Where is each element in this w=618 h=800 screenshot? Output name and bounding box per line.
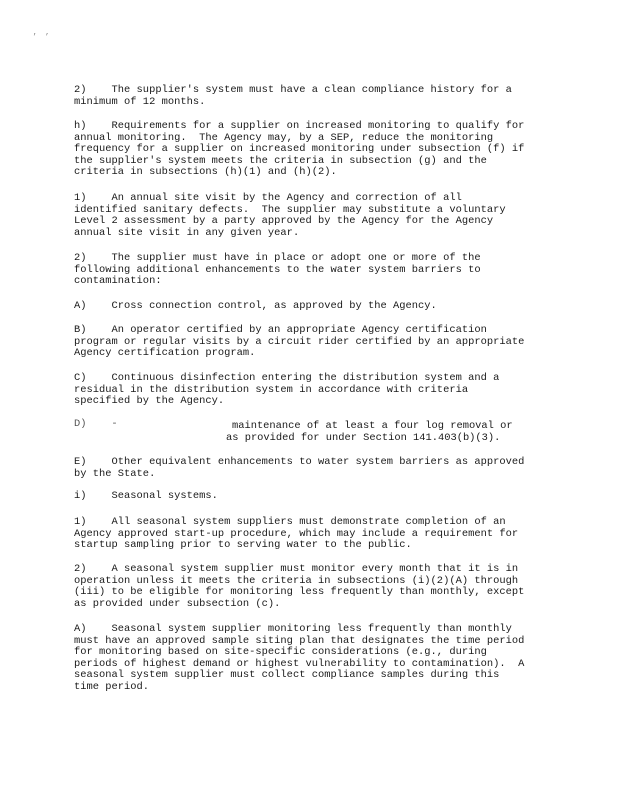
text-line: B) An operator certified by an appropriate Agency certification [74,324,487,336]
text-line: by the State. [74,467,156,480]
paragraph-h2b [74,325,544,360]
text-line: h) Requirements for a supplier on increased monitoring to qualify for [74,120,525,132]
paragraph-i [74,491,544,503]
scan-marks: , , [33,29,52,37]
text-line: 1) All seasonal system suppliers must demonstrate completion of an [74,516,506,528]
text-line: maintenance of at least a four log removal or [232,420,513,432]
text-line: i) Seasonal systems. [74,490,218,502]
paragraph-h2 [74,253,544,288]
text-line: as provided for under Section 141.403(b)(3). [226,432,501,444]
text-line: A) Seasonal system supplier monitoring less frequently than monthly [74,623,512,635]
text-line: residual in the distribution system in accordance with criteria [74,383,469,396]
paragraph-h1 [74,193,544,239]
text-line: 2) The supplier must have in place or adopt one or more of the [74,252,481,264]
text-line: program or regular visits by a circuit rider certified by an appropriate [74,335,525,348]
text-line: contamination: [74,275,162,288]
text-line: must have an approved sample siting plan that designates the time period [74,634,525,647]
paragraph-h2c [74,373,544,408]
text-line: as provided under subsection (c). [74,597,281,610]
text-line: the supplier's system meets the criteria in subsection (g) and the [74,154,487,167]
paragraph-i2a [74,624,544,694]
text-line: 2) The supplier's system must have a clean compliance history for a [74,84,512,96]
text-line: periods of highest demand or highest vulnerability to contamination). A [74,657,525,670]
text-line: Level 2 assessment by a party approved by the Agency for the Agency [74,215,494,228]
text-line: seasonal system supplier must collect compliance samples during this [74,669,500,682]
paragraph-g2 [74,85,544,108]
text-line: criteria in subsections (h)(1) and (h)(2). [74,166,337,179]
text-line: annual monitoring. The Agency may, by a SEP, reduce the monitoring [74,131,494,144]
text-line: for monitoring based on site-specific considerations (e.g., during [74,646,487,659]
text-line: following additional enhancements to the water system barriers to [74,263,481,276]
text-line: E) Other equivalent enhancements to water system barriers as approved [74,456,525,468]
text-line: specified by the Agency. [74,395,225,408]
paragraph-i1 [74,517,544,552]
text-line: time period. [74,680,150,693]
paragraph-i2 [74,564,544,610]
text-line: operation unless it meets the criteria in subsections (i)(2)(A) through [74,574,519,587]
paragraph-h2a [74,301,544,313]
text-line: 2) A seasonal system supplier must monitor every month that it is in [74,563,519,575]
text-line: annual site visit in any given year. [74,226,300,239]
text-line: Agency certification program. [74,347,256,360]
text-line: minimum of 12 months. [74,95,206,108]
text-line: (iii) to be eligible for monitoring less frequently than monthly, except [74,586,525,599]
paragraph-prefix: D) - [74,418,118,430]
text-line: C) Continuous disinfection entering the distribution system and a [74,372,500,384]
paragraph-h2e [74,457,544,480]
paragraph-h [74,121,544,179]
text-line: A) Cross connection control, as approved by the Agency. [74,300,437,312]
text-line: identified sanitary defects. The supplier may substitute a voluntary [74,203,506,216]
text-line: frequency for a supplier on increased monitoring under subsection (f) if [74,143,525,156]
text-line: 1) An annual site visit by the Agency and correction of all [74,192,462,204]
text-line: Agency approved start-up procedure, which may include a requirement for [74,527,519,540]
text-line: startup sampling prior to serving water to the public. [74,539,412,552]
